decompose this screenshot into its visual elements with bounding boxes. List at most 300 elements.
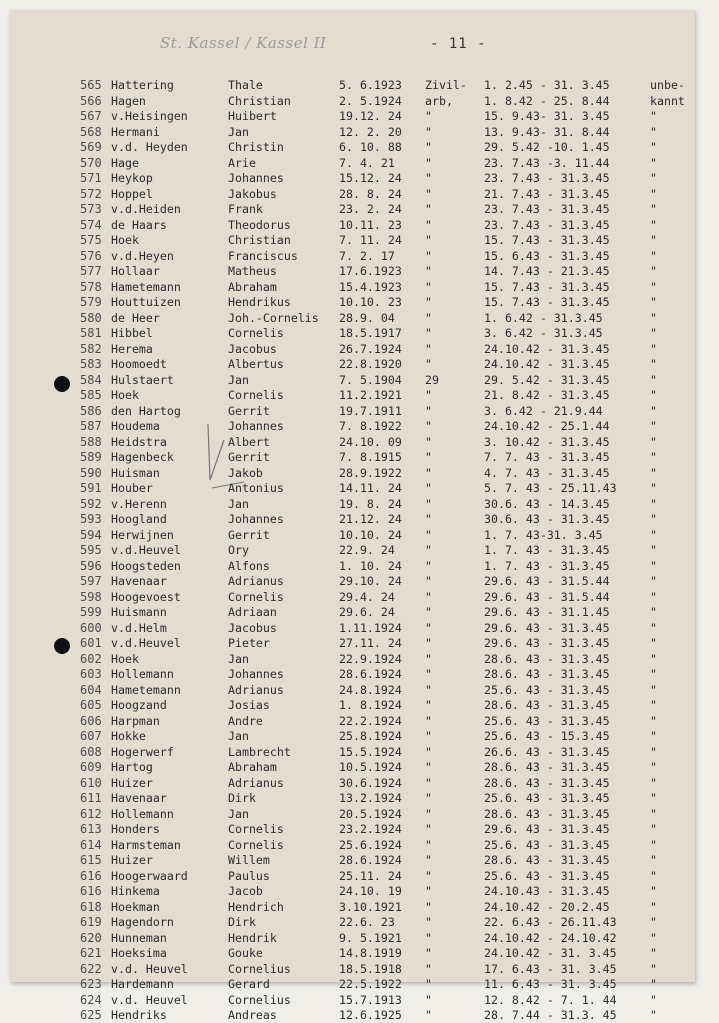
given-name-cell: Gerrit — [228, 403, 270, 418]
status-cell: " — [425, 357, 432, 371]
given-name-cell: Lambrecht — [228, 744, 291, 759]
status-cell: " — [425, 1008, 432, 1022]
surname-cell: Hulstaert — [111, 372, 174, 387]
surname-cell: Harpman — [111, 713, 160, 728]
given-name-cell: Franciscus — [228, 248, 298, 263]
status-cell: " — [425, 961, 432, 976]
period-cell: 14. 7.43 - 21.3.45 — [484, 264, 610, 278]
row-number-cell: 624 — [80, 992, 102, 1007]
birth-date-cell: 21.12. 24 — [339, 512, 402, 526]
remark-cell: " — [650, 264, 657, 278]
table-row — [0, 744, 700, 760]
status-cell: " — [425, 527, 432, 542]
given-name-cell: Cornelis — [228, 589, 284, 604]
status-cell: " — [425, 202, 432, 216]
given-name-cell: Johannes — [228, 512, 284, 526]
status-cell: " — [425, 264, 432, 278]
period-cell: 12. 8.42 - 7. 1. 44 — [484, 992, 617, 1007]
surname-cell: Heidstra — [111, 434, 167, 449]
row-number-cell: 612 — [80, 806, 102, 821]
row-number-cell: 573 — [80, 202, 102, 216]
table-row — [0, 480, 700, 496]
row-number-cell: 613 — [80, 822, 102, 836]
table-row — [0, 511, 700, 527]
birth-date-cell: 2. 5.1924 — [339, 93, 402, 108]
period-cell: 28.6. 43 - 31.3.45 — [484, 651, 610, 666]
table-row — [0, 682, 700, 698]
period-cell: 29.6. 43 - 31.3.45 — [484, 620, 610, 635]
period-cell: 22. 6.43 - 26.11.43 — [484, 915, 617, 929]
surname-cell: Hardemann — [111, 977, 174, 991]
birth-date-cell: 12.6.1925 — [339, 1008, 402, 1022]
given-name-cell: Jan — [228, 729, 249, 743]
pencil-annotation: St. Kassel / Kassel II — [160, 34, 327, 52]
surname-cell: Hoogsteden — [111, 558, 181, 573]
birth-date-cell: 14.8.1919 — [339, 946, 402, 960]
birth-date-cell: 5. 6.1923 — [339, 78, 402, 92]
given-name-cell: Josias — [228, 698, 270, 712]
remark-cell: " — [650, 140, 657, 154]
table-row — [0, 372, 700, 388]
given-name-cell: Andreas — [228, 1008, 277, 1022]
remark-cell: " — [650, 992, 657, 1007]
surname-cell: Honders — [111, 822, 160, 836]
status-cell: arb, — [425, 93, 453, 108]
remark-cell: " — [650, 496, 657, 511]
status-cell: " — [425, 791, 432, 805]
row-number-cell: 596 — [80, 558, 102, 573]
row-number-cell: 583 — [80, 357, 102, 371]
status-cell: " — [425, 512, 432, 526]
period-cell: 1. 7. 43 - 31.3.45 — [484, 543, 610, 557]
row-number-cell: 578 — [80, 279, 102, 294]
given-name-cell: Jakobus — [228, 186, 277, 201]
birth-date-cell: 30.6.1924 — [339, 775, 402, 790]
surname-cell: Hoogerwaard — [111, 868, 188, 883]
birth-date-cell: 15.5.1924 — [339, 744, 402, 759]
birth-date-cell: 28.9. 04 — [339, 310, 395, 325]
status-cell: " — [425, 248, 432, 263]
status-cell: " — [425, 574, 432, 588]
given-name-cell: Joh.-Cornelis — [228, 310, 319, 325]
surname-cell: Houttuizen — [111, 295, 181, 309]
remark-cell: " — [650, 109, 657, 123]
surname-cell: Hokke — [111, 729, 146, 743]
given-name-cell: Paulus — [228, 868, 270, 883]
surname-cell: v.d.Heuvel — [111, 543, 181, 557]
period-cell: 15. 7.43 - 31.3.45 — [484, 233, 610, 247]
given-name-cell: Arie — [228, 155, 256, 170]
birth-date-cell: 28.6.1924 — [339, 853, 402, 867]
table-row — [0, 976, 700, 992]
birth-date-cell: 1. 8.1924 — [339, 698, 402, 712]
birth-date-cell: 26.7.1924 — [339, 341, 402, 356]
remark-cell: " — [650, 465, 657, 480]
period-cell: 25.6. 43 - 31.3.45 — [484, 791, 610, 805]
status-cell: Zivil- — [425, 78, 467, 92]
status-cell: " — [425, 605, 432, 619]
status-cell: " — [425, 140, 432, 154]
status-cell: " — [425, 729, 432, 743]
remark-cell: " — [650, 1008, 657, 1022]
period-cell: 1. 7. 43-31. 3.45 — [484, 527, 603, 542]
row-number-cell: 594 — [80, 527, 102, 542]
remark-cell: " — [650, 853, 657, 867]
table-row — [0, 124, 700, 140]
given-name-cell: Matheus — [228, 264, 277, 278]
row-number-cell: 592 — [80, 496, 102, 511]
remark-cell: " — [650, 729, 657, 743]
period-cell: 26.6. 43 - 31.3.45 — [484, 744, 610, 759]
status-cell: " — [425, 310, 432, 325]
table-row — [0, 1007, 700, 1023]
remark-cell: " — [650, 388, 657, 402]
period-cell: 1. 6.42 - 31.3.45 — [484, 310, 603, 325]
birth-date-cell: 27.11. 24 — [339, 636, 402, 650]
period-cell: 24.10.42 - 31. 3.45 — [484, 946, 617, 960]
row-number-cell: 581 — [80, 326, 102, 340]
surname-cell: de Heer — [111, 310, 160, 325]
surname-cell: Huismann — [111, 605, 167, 619]
birth-date-cell: 25.11. 24 — [339, 868, 402, 883]
table-row — [0, 403, 700, 419]
period-cell: 11. 6.43 - 31. 3.45 — [484, 977, 617, 991]
period-cell: 21. 7.43 - 31.3.45 — [484, 186, 610, 201]
table-row — [0, 945, 700, 961]
given-name-cell: Andre — [228, 713, 263, 728]
surname-cell: Hermani — [111, 124, 160, 139]
given-name-cell: Cornelius — [228, 992, 291, 1007]
birth-date-cell: 18.5.1917 — [339, 326, 402, 340]
remark-cell: " — [650, 884, 657, 898]
birth-date-cell: 11.2.1921 — [339, 388, 402, 402]
birth-date-cell: 15.7.1913 — [339, 992, 402, 1007]
table-row — [0, 666, 700, 682]
remark-cell: " — [650, 651, 657, 666]
surname-cell: de Haars — [111, 217, 167, 232]
surname-cell: Havenaar — [111, 574, 167, 588]
surname-cell: Hinkema — [111, 884, 160, 898]
row-number-cell: 591 — [80, 481, 102, 495]
birth-date-cell: 15.12. 24 — [339, 171, 402, 185]
remark-cell: " — [650, 760, 657, 774]
period-cell: 24.10.43 - 31.3.45 — [484, 884, 610, 898]
given-name-cell: Jacobus — [228, 341, 277, 356]
surname-cell: Hoppel — [111, 186, 153, 201]
surname-cell: v.d.Heiden — [111, 202, 181, 216]
surname-cell: Huizer — [111, 775, 153, 790]
table-row — [0, 930, 700, 946]
status-cell: " — [425, 946, 432, 960]
surname-cell: v.d.Heyen — [111, 248, 174, 263]
surname-cell: Houber — [111, 481, 153, 495]
page-number: - 11 - — [430, 36, 487, 52]
row-number-cell: 621 — [80, 946, 102, 960]
row-number-cell: 609 — [80, 760, 102, 774]
row-number-cell: 619 — [80, 915, 102, 929]
given-name-cell: Jakob — [228, 465, 263, 480]
period-cell: 25.6. 43 - 31.3.45 — [484, 713, 610, 728]
remark-cell: " — [650, 357, 657, 371]
remark-cell: " — [650, 403, 657, 418]
given-name-cell: Jacobus — [228, 620, 277, 635]
given-name-cell: Jan — [228, 806, 249, 821]
birth-date-cell: 28.9.1922 — [339, 465, 402, 480]
birth-date-cell: 22.9. 24 — [339, 543, 395, 557]
remark-cell: " — [650, 434, 657, 449]
period-cell: 28.6. 43 - 31.3.45 — [484, 853, 610, 867]
period-cell: 23. 7.43 -3. 11.44 — [484, 155, 610, 170]
table-row — [0, 294, 700, 310]
status-cell: " — [425, 589, 432, 604]
remark-cell: " — [650, 682, 657, 697]
birth-date-cell: 13.2.1924 — [339, 791, 402, 805]
birth-date-cell: 29.4. 24 — [339, 589, 395, 604]
row-number-cell: 587 — [80, 419, 102, 433]
status-cell: " — [425, 233, 432, 247]
surname-cell: Hartog — [111, 760, 153, 774]
given-name-cell: Gerard — [228, 977, 270, 991]
given-name-cell: Alfons — [228, 558, 270, 573]
given-name-cell: Albert — [228, 434, 270, 449]
table-row — [0, 868, 700, 884]
table-row — [0, 341, 700, 357]
remark-cell: " — [650, 310, 657, 325]
row-number-cell: 597 — [80, 574, 102, 588]
status-cell: " — [425, 667, 432, 681]
birth-date-cell: 22.9.1924 — [339, 651, 402, 666]
remark-cell: " — [650, 930, 657, 945]
status-cell: " — [425, 124, 432, 139]
surname-cell: Hoekman — [111, 899, 160, 914]
remark-cell: " — [650, 961, 657, 976]
table-row — [0, 232, 700, 248]
row-number-cell: 623 — [80, 977, 102, 991]
period-cell: 30.6. 43 - 14.3.45 — [484, 496, 610, 511]
table-row — [0, 821, 700, 837]
period-cell: 7. 7. 43 - 31.3.45 — [484, 450, 610, 464]
remark-cell: " — [650, 217, 657, 232]
status-cell: " — [425, 295, 432, 309]
period-cell: 4. 7. 43 - 31.3.45 — [484, 465, 610, 480]
period-cell: 17. 6.43 - 31. 3.45 — [484, 961, 617, 976]
birth-date-cell: 7. 4. 21 — [339, 155, 395, 170]
row-number-cell: 588 — [80, 434, 102, 449]
given-name-cell: Huibert — [228, 109, 277, 123]
period-cell: 28.6. 43 - 31.3.45 — [484, 775, 610, 790]
row-number-cell: 569 — [80, 140, 102, 154]
status-cell: " — [425, 279, 432, 294]
status-cell: " — [425, 682, 432, 697]
status-cell: " — [425, 217, 432, 232]
table-row — [0, 387, 700, 403]
table-row — [0, 914, 700, 930]
given-name-cell: Cornelis — [228, 822, 284, 836]
surname-cell: Hage — [111, 155, 139, 170]
given-name-cell: Jan — [228, 124, 249, 139]
birth-date-cell: 25.6.1924 — [339, 837, 402, 852]
remark-cell: " — [650, 589, 657, 604]
birth-date-cell: 10.11. 23 — [339, 217, 402, 232]
status-cell: " — [425, 496, 432, 511]
table-row — [0, 573, 700, 589]
row-number-cell: 615 — [80, 853, 102, 867]
remark-cell: " — [650, 527, 657, 542]
status-cell: " — [425, 977, 432, 991]
row-number-cell: 584 — [80, 372, 102, 387]
surname-cell: v.Herenn — [111, 496, 167, 511]
given-name-cell: Christian — [228, 93, 291, 108]
table-row — [0, 310, 700, 326]
period-cell: 28.6. 43 - 31.3.45 — [484, 806, 610, 821]
remark-cell: unbe- — [650, 78, 685, 92]
birth-date-cell: 28. 8. 24 — [339, 186, 402, 201]
surname-cell: Hametemann — [111, 682, 181, 697]
status-cell: " — [425, 698, 432, 712]
table-row — [0, 775, 700, 791]
period-cell: 28.6. 43 - 31.3.45 — [484, 698, 610, 712]
row-number-cell: 586 — [80, 403, 102, 418]
given-name-cell: Hendrich — [228, 899, 284, 914]
status-cell: " — [425, 744, 432, 759]
surname-cell: Hoogevoest — [111, 589, 181, 604]
row-number-cell: 605 — [80, 698, 102, 712]
row-number-cell: 607 — [80, 729, 102, 743]
status-cell: " — [425, 419, 432, 433]
row-number-cell: 576 — [80, 248, 102, 263]
period-cell: 15. 6.43 - 31.3.45 — [484, 248, 610, 263]
surname-cell: v.d. Heuvel — [111, 992, 188, 1007]
status-cell: " — [425, 636, 432, 650]
status-cell: " — [425, 853, 432, 867]
surname-cell: Hoek — [111, 651, 139, 666]
period-cell: 24.10.42 - 24.10.42 — [484, 930, 617, 945]
status-cell: " — [425, 186, 432, 201]
birth-date-cell: 7. 8.1922 — [339, 419, 402, 433]
period-cell: 1. 2.45 - 31. 3.45 — [484, 78, 610, 92]
surname-cell: Houdema — [111, 419, 160, 433]
birth-date-cell: 6. 10. 88 — [339, 140, 402, 154]
surname-cell: Hagen — [111, 93, 146, 108]
row-number-cell: 571 — [80, 171, 102, 185]
period-cell: 15. 7.43 - 31.3.45 — [484, 279, 610, 294]
status-cell: " — [425, 868, 432, 883]
remark-cell: " — [650, 279, 657, 294]
given-name-cell: Hendrikus — [228, 295, 291, 309]
surname-cell: Hollaar — [111, 264, 160, 278]
given-name-cell: Johannes — [228, 419, 284, 433]
status-cell: " — [425, 341, 432, 356]
surname-cell: Havenaar — [111, 791, 167, 805]
remark-cell: " — [650, 450, 657, 464]
remark-cell: " — [650, 248, 657, 263]
surname-cell: Harmsteman — [111, 837, 181, 852]
row-number-cell: 567 — [80, 109, 102, 123]
given-name-cell: Johannes — [228, 171, 284, 185]
remark-cell: " — [650, 915, 657, 929]
remark-cell: " — [650, 698, 657, 712]
status-cell: " — [425, 884, 432, 898]
table-row — [0, 449, 700, 465]
status-cell: " — [425, 155, 432, 170]
remark-cell: " — [650, 155, 657, 170]
row-number-cell: 568 — [80, 124, 102, 139]
table-row — [0, 139, 700, 155]
period-cell: 29.6. 43 - 31.3.45 — [484, 636, 610, 650]
birth-date-cell: 10.10. 23 — [339, 295, 402, 309]
table-row — [0, 279, 700, 295]
table-row — [0, 589, 700, 605]
remark-cell: " — [650, 775, 657, 790]
period-cell: 29. 5.42 - 31.3.45 — [484, 372, 610, 387]
period-cell: 29.6. 43 - 31.5.44 — [484, 589, 610, 604]
birth-date-cell: 23. 2. 24 — [339, 202, 402, 216]
table-row — [0, 170, 700, 186]
period-cell: 3. 10.42 - 31.3.45 — [484, 434, 610, 449]
given-name-cell: Cornelius — [228, 961, 291, 976]
status-cell: " — [425, 171, 432, 185]
birth-date-cell: 15.4.1923 — [339, 279, 402, 294]
given-name-cell: Cornelis — [228, 388, 284, 402]
surname-cell: Hoeksima — [111, 946, 167, 960]
birth-date-cell: 7. 2. 17 — [339, 248, 395, 263]
table-row — [0, 806, 700, 822]
period-cell: 1. 7. 43 - 31.3.45 — [484, 558, 610, 573]
surname-cell: Hendriks — [111, 1008, 167, 1022]
table-row — [0, 961, 700, 977]
status-cell: " — [425, 930, 432, 945]
row-number-cell: 585 — [80, 388, 102, 402]
row-number-cell: 622 — [80, 961, 102, 976]
table-row — [0, 496, 700, 512]
surname-cell: Hunneman — [111, 930, 167, 945]
status-cell: " — [425, 450, 432, 464]
row-number-cell: 616 — [80, 868, 102, 883]
status-cell: " — [425, 465, 432, 480]
surname-cell: Hametemann — [111, 279, 181, 294]
table-row — [0, 790, 700, 806]
birth-date-cell: 18.5.1918 — [339, 961, 402, 976]
birth-date-cell: 19.12. 24 — [339, 109, 402, 123]
remark-cell: " — [650, 791, 657, 805]
birth-date-cell: 28.6.1924 — [339, 667, 402, 681]
status-cell: " — [425, 403, 432, 418]
period-cell: 24.10.42 - 20.2.45 — [484, 899, 610, 914]
surname-cell: Hagendorn — [111, 915, 174, 929]
given-name-cell: Albertus — [228, 357, 284, 371]
table-row — [0, 837, 700, 853]
surname-cell: Herwijnen — [111, 527, 174, 542]
given-name-cell: Christin — [228, 140, 284, 154]
row-number-cell: 589 — [80, 450, 102, 464]
remark-cell: " — [650, 124, 657, 139]
remark-cell: " — [650, 837, 657, 852]
table-row — [0, 604, 700, 620]
row-number-cell: 566 — [80, 93, 102, 108]
birth-date-cell: 1. 10. 24 — [339, 558, 402, 573]
surname-cell: Hollemann — [111, 806, 174, 821]
row-number-cell: 614 — [80, 837, 102, 852]
row-number-cell: 601 — [80, 636, 102, 650]
period-cell: 29. 5.42 -10. 1.45 — [484, 140, 610, 154]
surname-cell: Hoek — [111, 233, 139, 247]
status-cell: " — [425, 760, 432, 774]
birth-date-cell: 12. 2. 20 — [339, 124, 402, 139]
table-row — [0, 77, 700, 93]
row-number-cell: 577 — [80, 264, 102, 278]
given-name-cell: Jan — [228, 651, 249, 666]
remark-cell: " — [650, 233, 657, 247]
